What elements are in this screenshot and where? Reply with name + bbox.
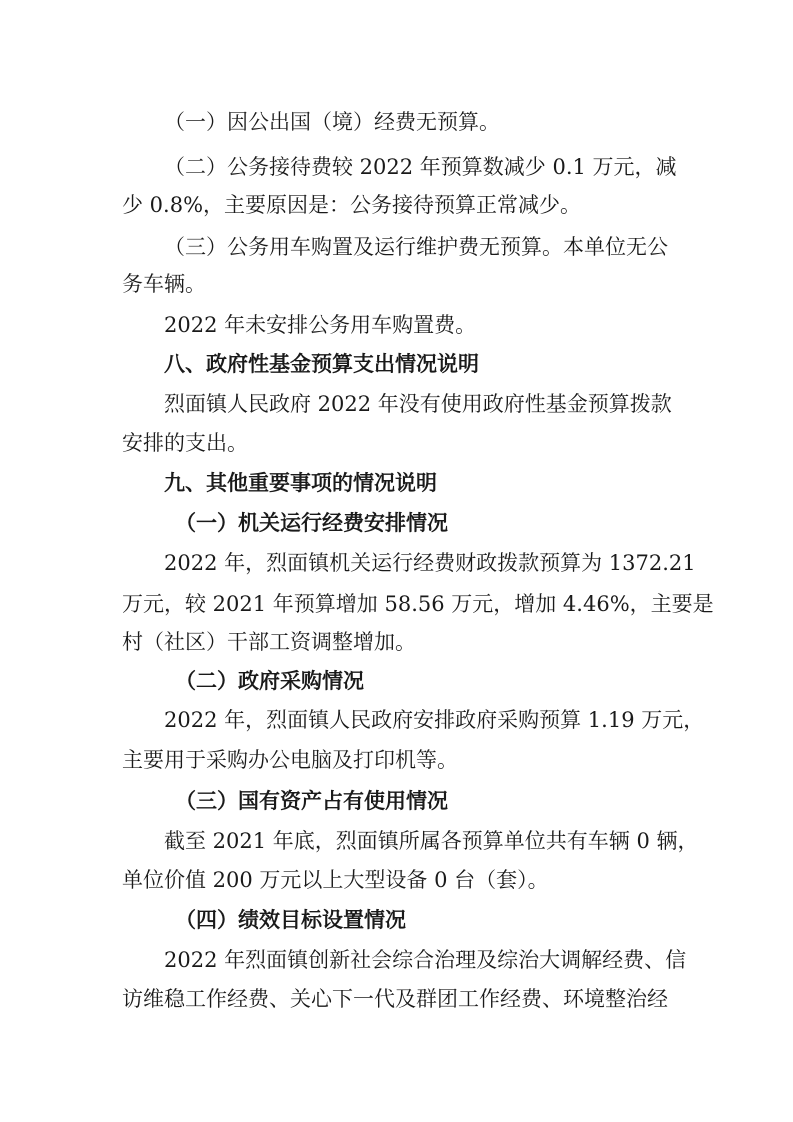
paragraph-line: 少 0.8%，主要原因是：公务接待预算正常减少。 [122,193,582,217]
paragraph-line: 截至 2021 年底，烈面镇所属各预算单位共有车辆 0 辆， [164,829,699,853]
subsection-heading: （三）国有资产占有使用情况 [175,789,448,813]
paragraph-line: 烈面镇人民政府 2022 年没有使用政府性基金预算拨款 [164,392,672,416]
paragraph-line: 2022 年，烈面镇机关运行经费财政拨款预算为 1372.21 [164,551,696,575]
paragraph-line: 主要用于采购办公电脑及打印机等。 [122,748,458,772]
paragraph-line: 2022 年，烈面镇人民政府安排政府采购预算 1.19 万元， [164,708,705,732]
paragraph-line: 安排的支出。 [122,431,248,455]
subsection-heading: （一）机关运行经费安排情况 [175,511,448,535]
paragraph-line: （一）因公出国（境）经费无预算。 [164,110,500,134]
paragraph-line: 2022 年未安排公务用车购置费。 [164,313,477,337]
subsection-heading: （二）政府采购情况 [175,669,364,693]
paragraph-line: 单位价值 200 万元以上大型设备 0 台（套）。 [122,868,549,892]
subsection-heading: （四）绩效目标设置情况 [175,908,406,932]
section-heading: 八、政府性基金预算支出情况说明 [164,352,479,376]
paragraph-line: 万元，较 2021 年预算增加 58.56 万元，增加 4.46%，主要是 [122,592,714,616]
paragraph-line: 务车辆。 [122,272,206,296]
section-heading: 九、其他重要事项的情况说明 [164,471,437,495]
paragraph-line: 村（社区）干部工资调整增加。 [122,630,416,654]
paragraph-line: 2022 年烈面镇创新社会综合治理及综治大调解经费、信 [164,948,687,972]
paragraph-line: 访维稳工作经费、关心下一代及群团工作经费、环境整治经 [122,987,668,1011]
paragraph-line: （三）公务用车购置及运行维护费无预算。本单位无公 [164,235,668,259]
paragraph-line: （二）公务接待费较 2022 年预算数减少 0.1 万元，减 [164,155,677,179]
